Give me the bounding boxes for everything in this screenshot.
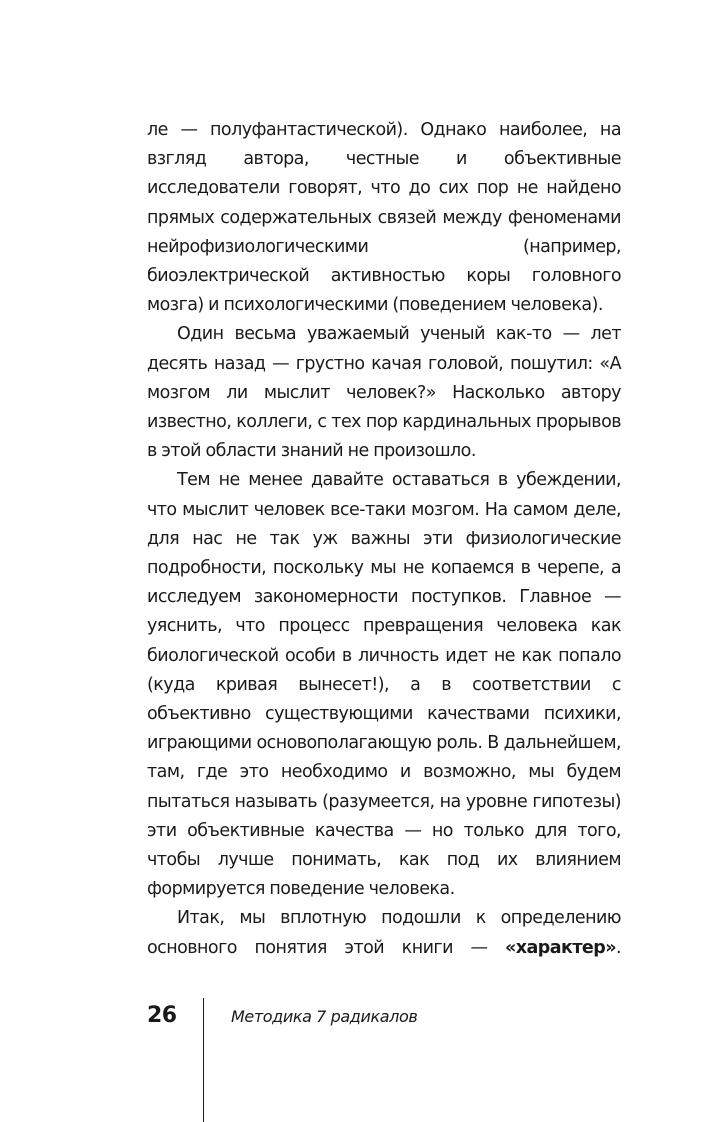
running-title: Методика 7 радикалов [231, 1007, 418, 1026]
paragraph-3: Тем не менее давайте оставаться в убеждении, что мыслит человек все-таки мозгом. На самом деле, для нас не так уж важны эти физиологические подробности, поскольку мы не копаемся в черепе, а исследуем закономерности поступков. Главное — уяснить, что процесс превращения человека как биологической особи в личность идет не как попало (куда кривая вынесет!), а в соответствии с объективно существующими качествами психики, играющими основополагающую роль. В дальнейшем, там, где это необходимо и возможно, мы будем пытаться называть (разумеется, на уровне гипотезы) эти объективные качества — но только для того, чтобы лучше понимать, как под их влиянием формируется поведение человека. [147, 470, 621, 900]
body-text [147, 116, 621, 963]
page-number: 26 [147, 1003, 177, 1028]
footer-divider [203, 998, 204, 1122]
paragraph-1: ле — полуфантастической). Однако наиболее, на взгляд автора, честные и объективные исследователи говорят, что до сих пор не найдено прямых содержательных связей между феноменами нейрофизиологическими (например, биоэлектрической активностью коры головного мозга) и психологическими (поведением человека). [147, 120, 621, 316]
paragraph-2: Один весьма уважаемый ученый как-то — лет десять назад — грустно качая головой, пошутил: «А мозгом ли мыслит человек?» Насколько автору известно, коллеги, с тех пор кардинальных прорывов в этой области знаний не произошло. [147, 324, 621, 462]
paragraph-4-end: . [615, 937, 621, 958]
paragraph-4 [147, 904, 621, 962]
key-term: «характер» [505, 937, 616, 958]
paragraph-4-text: Итак, мы вплотную подошли к определению основного понятия этой книги — [147, 908, 621, 958]
